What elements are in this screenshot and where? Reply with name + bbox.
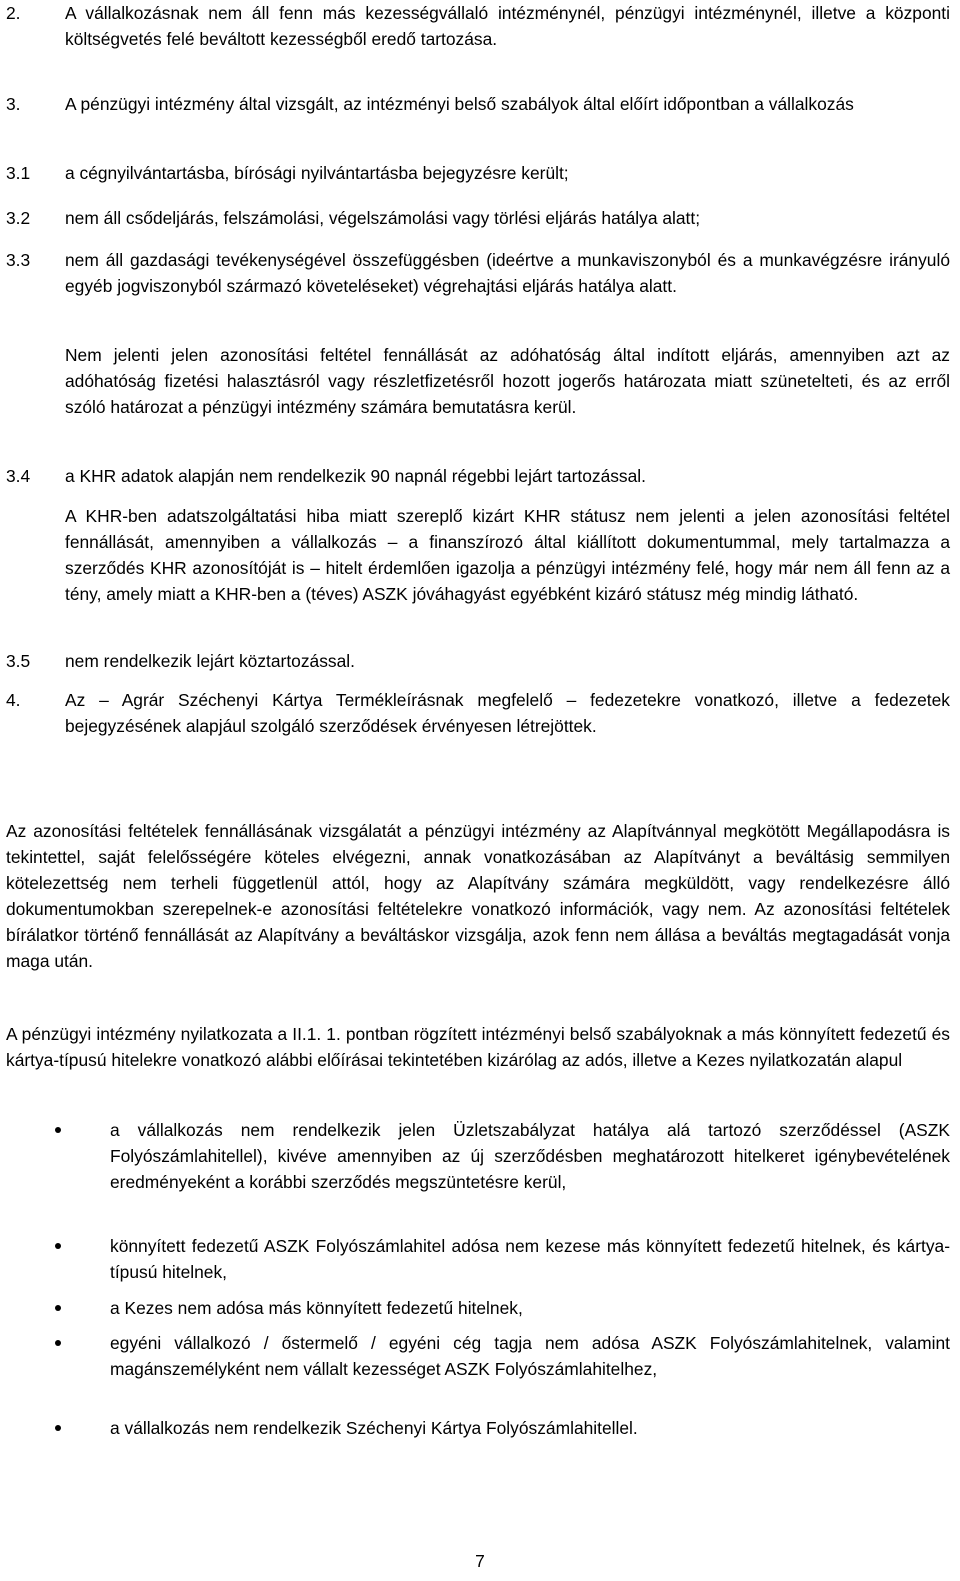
list-item-3-4 (6, 463, 950, 489)
item-number: 2. (6, 3, 21, 23)
bullet-text: a vállalkozás nem rendelkezik Széchenyi Kártya Folyószámlahitellel. (110, 1418, 638, 1438)
bullet-text: a vállalkozás nem rendelkezik jelen Üzletszabályzat hatálya alá tartozó szerződéssel (ASZK Folyószámlahitellel), kivéve amennyiben az új szerződésben meghatározott hitelkeret igénybevételének eredményeként a korábbi szerződés megszüntetésre kerül, (110, 1120, 950, 1192)
list-item-3-1 (6, 160, 950, 186)
item-text: a cégnyilvántartásba, bírósági nyilvántartásba bejegyzésre került; (65, 163, 569, 183)
item-text: a KHR adatok alapján nem rendelkezik 90 napnál régebbi lejárt tartozással. (65, 466, 646, 486)
item-number: 3.3 (6, 250, 31, 270)
list-item-4 (6, 687, 950, 739)
bullet-item (6, 1330, 950, 1382)
bullet-item (6, 1233, 950, 1285)
bullet-text: egyéni vállalkozó / őstermelő / egyéni cég tagja nem adósa ASZK Folyószámlahitelnek, valamint magánszemélyként nem vállalt kezességet ASZK Folyószámlahitelhez, (110, 1333, 950, 1379)
bullet-item (6, 1117, 950, 1195)
bullet-item (6, 1415, 950, 1441)
bullet-item (6, 1295, 950, 1321)
bullet-icon (6, 1415, 110, 1441)
item-text: Az – Agrár Széchenyi Kártya Termékleírásnak megfelelő – fedezetekre vonatkozó, illetve a fedezetek bejegyzésének alapjául szolgáló szerződések érvényesen létrejöttek. (65, 690, 950, 736)
list-item-3-5 (6, 648, 950, 674)
bullet-icon (6, 1233, 110, 1285)
bullet-icon (6, 1330, 110, 1382)
bullet-text: könnyített fedezetű ASZK Folyószámlahitel adósa nem kezese más könnyített fedezetű hitelnek, és kártya-típusú hitelnek, (110, 1236, 950, 1282)
list-item-3-3 (6, 247, 950, 299)
item-3-3-note: Nem jelenti jelen azonosítási feltétel fennállását az adóhatóság által indított eljárás, amennyiben azt az adóhatóság fizetési halasztásról vagy részletfizetésről hozott jogerős határozata miatt szünetelteti, és az erről szóló határozat a pénzügyi intézmény számára bemutatásra kerül. (65, 345, 950, 417)
bullet-icon (6, 1295, 110, 1321)
list-item-3-2 (6, 205, 950, 231)
item-number: 3.2 (6, 208, 31, 228)
list-item-3 (6, 91, 950, 117)
item-text: nem rendelkezik lejárt köztartozással. (65, 651, 355, 671)
item-number: 3.5 (6, 651, 31, 671)
item-number: 3. (6, 94, 21, 114)
item-text: nem áll csődeljárás, felszámolási, végelszámolási vagy törlési eljárás hatálya alatt; (65, 208, 701, 228)
item-3-4-note: A KHR-ben adatszolgáltatási hiba miatt szereplő kizárt KHR státusz nem jelenti a jelen azonosítási feltétel fennállását, amennyiben a vállalkozás – a finanszírozó által kiállított dokumentummal, mely tartalmazza a szerződés KHR azonosítóját is – hitelt érdemlően igazolja a pénzügyi intézmény felé, hogy már nem áll fenn az a tény, amely miatt a KHR-ben a (téves) ASZK jóváhagyást egyébként kizáró státusz még mindig látható. (65, 506, 950, 604)
item-text: A vállalkozásnak nem áll fenn más kezességvállaló intézménynél, pénzügyi intézménynél, illetve a központi költségvetés felé beváltott kezességből eredő tartozása. (65, 3, 950, 49)
item-text: A pénzügyi intézmény által vizsgált, az intézményi belső szabályok által előírt időpontban a vállalkozás (65, 94, 854, 114)
item-number: 4. (6, 690, 21, 710)
item-text: nem áll gazdasági tevékenységével összefüggésben (ideértve a munkaviszonyból és a munkavégzésre irányuló egyéb jogviszonyból származó követeléseket) végrehajtási eljárás hatálya alatt. (65, 250, 950, 296)
page-number: 7 (475, 1551, 485, 1571)
paragraph-declaration: A pénzügyi intézmény nyilatkozata a II.1. 1. pontban rögzített intézményi belső szabályoknak a más könnyített fedezetű és kártya-típusú hitelekre vonatkozó alábbi előírásai tekintetében kizárólag az adós, illetve a Kezes nyilatkozatán alapul (6, 1024, 950, 1070)
bullet-text: a Kezes nem adósa más könnyített fedezetű hitelnek, (110, 1298, 523, 1318)
bullet-icon (6, 1117, 110, 1195)
list-item-2 (6, 0, 950, 52)
paragraph-verification: Az azonosítási feltételek fennállásának vizsgálatát a pénzügyi intézmény az Alapítvánnyal megkötött Megállapodásra is tekintettel, saját felelősségére köteles elvégezni, annak vonatkozásában az Alapítványt a beváltásig semmilyen kötelezettség nem terheli függetlenül attól, hogy az Alapítvány számára megküldött, vagy rendelkezésre álló dokumentumokban szerepelnek-e azonosítási feltételekre vonatkozó információk, vagy nem. Az azonosítási feltételek bírálatkor történő fennállását az Alapítvány a beváltáskor vizsgálja, azok fenn nem állása a beváltás megtagadását vonja maga után. (6, 821, 950, 971)
item-number: 3.4 (6, 466, 31, 486)
item-number: 3.1 (6, 163, 31, 183)
